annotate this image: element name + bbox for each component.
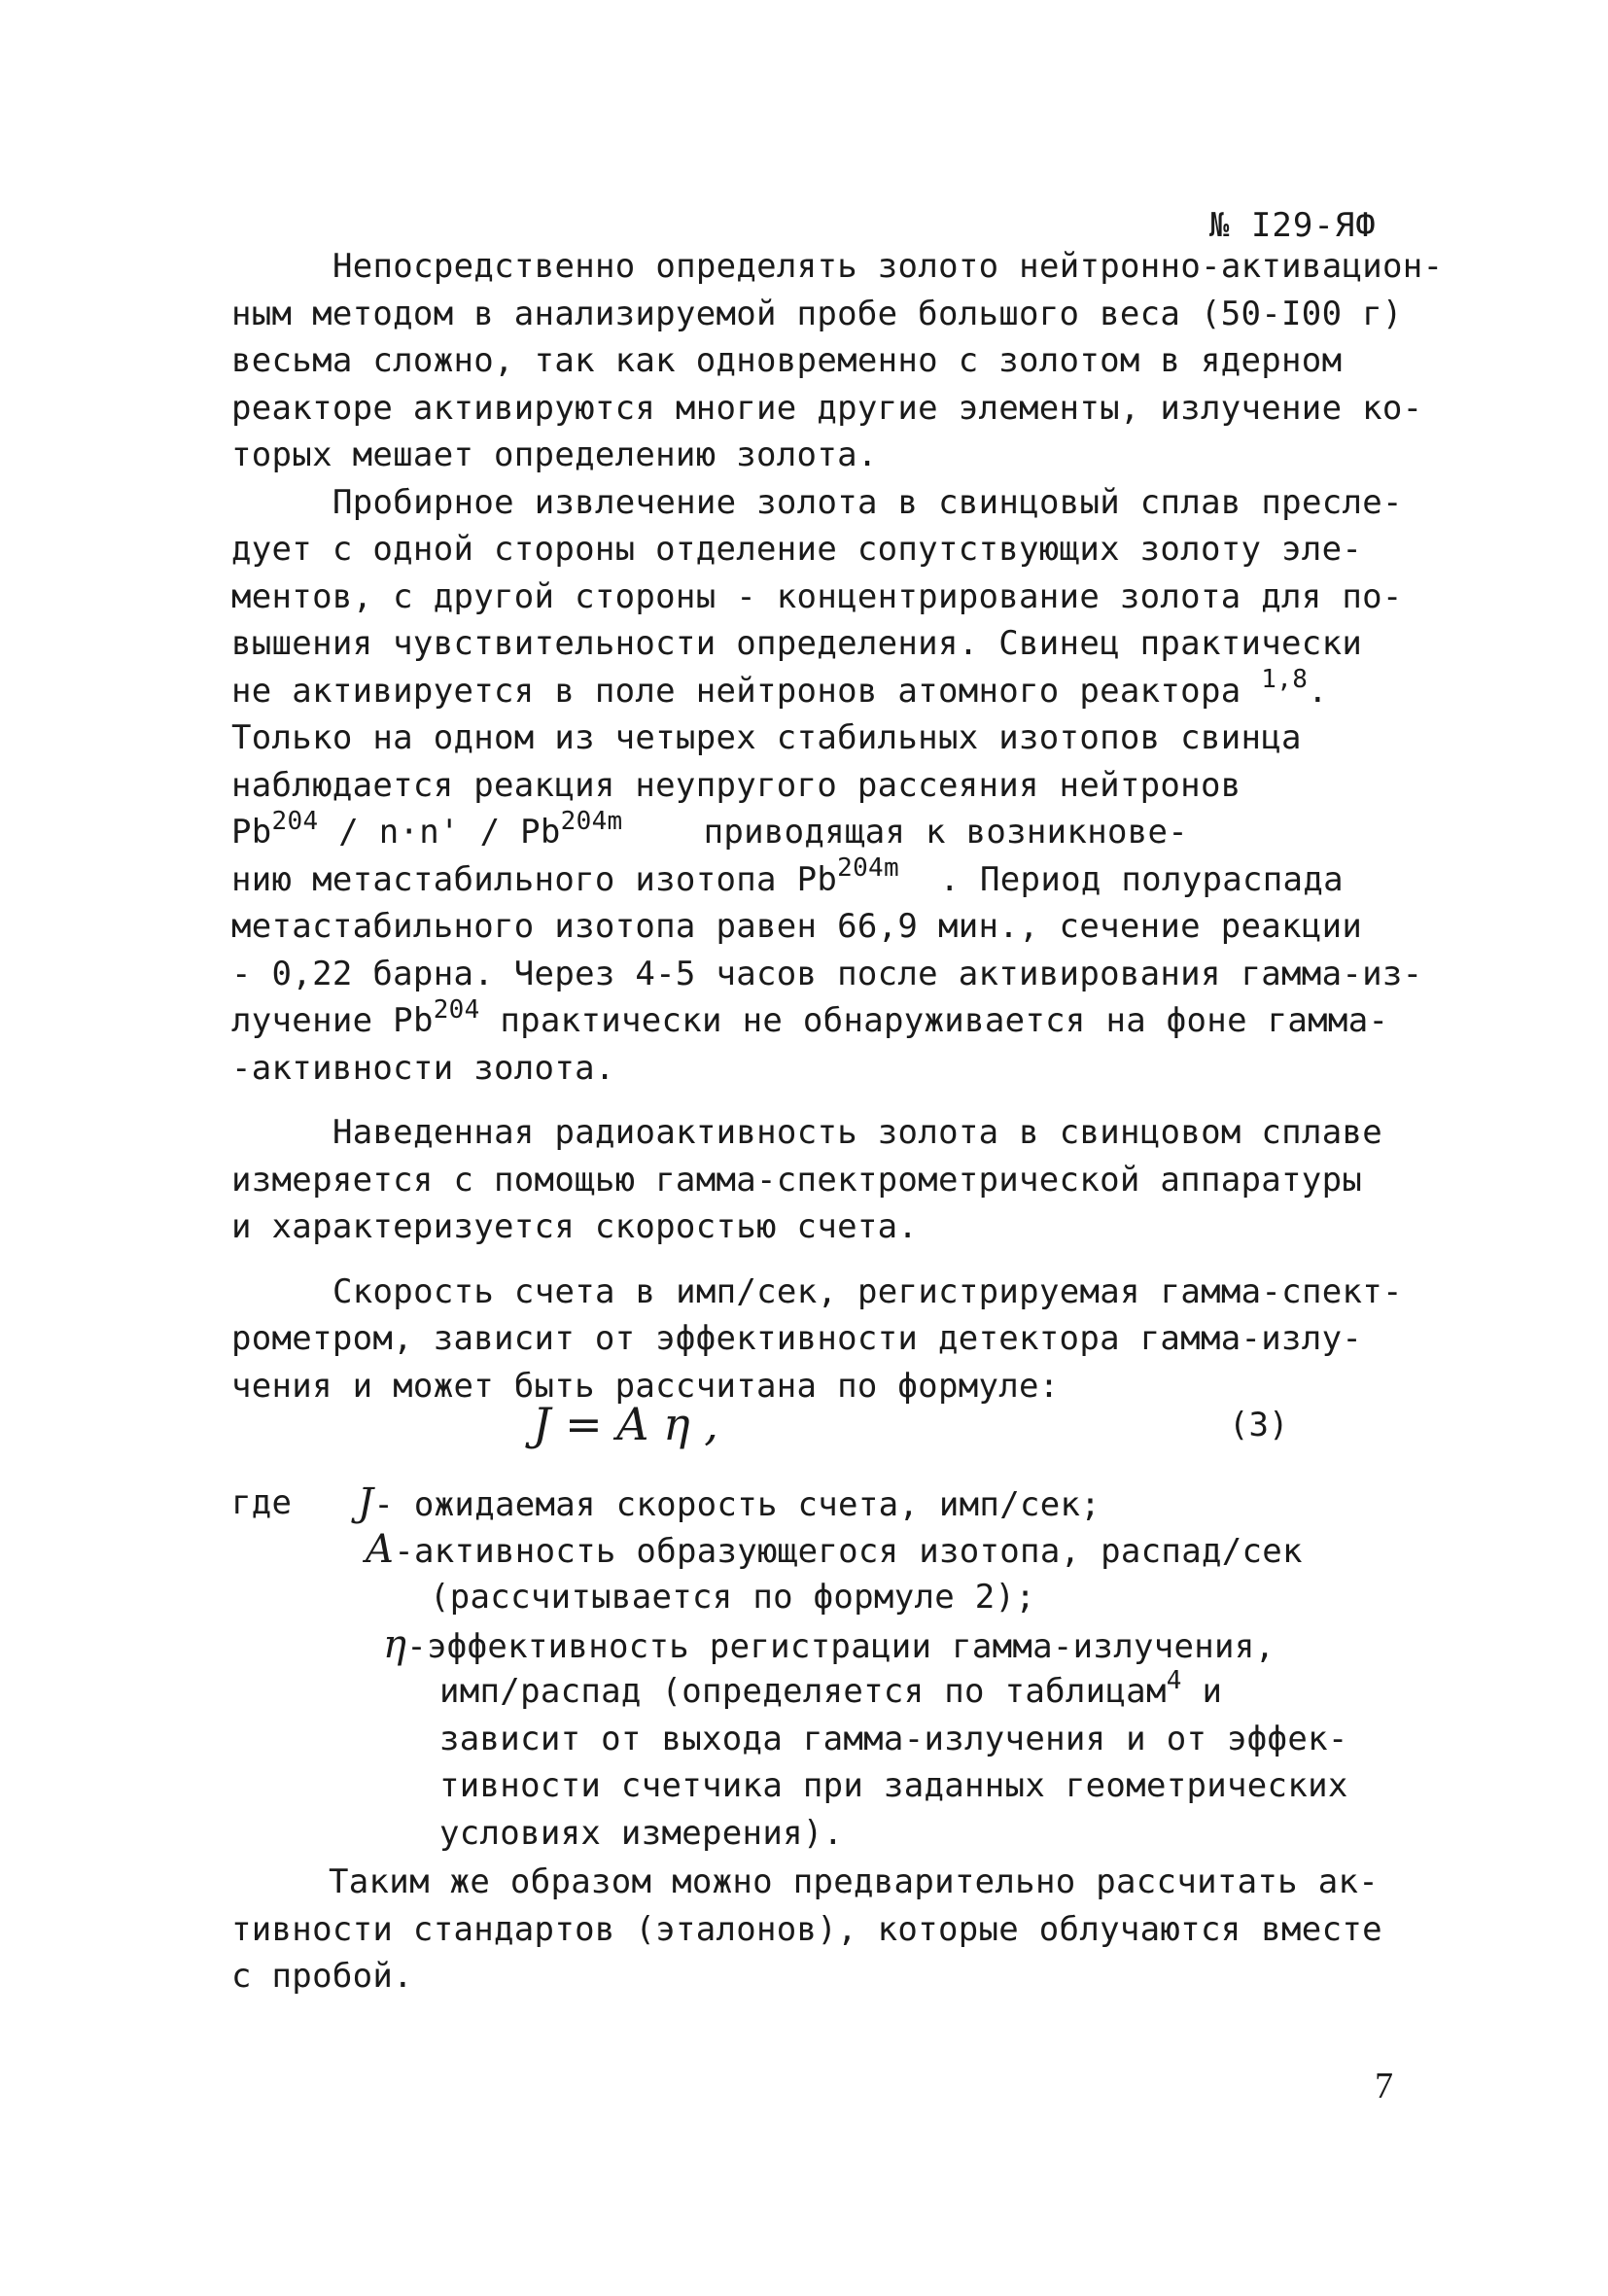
text-line: Скорость счета в имп/сек, регистрируемая гамма-спект-: [332, 1271, 1403, 1311]
text-line: - 0,22 барна. Через 4-5 часов после активирования гамма-из-: [231, 954, 1423, 993]
text-line: с пробой.: [231, 1957, 413, 1996]
paragraph-4: [231, 1269, 1403, 1410]
reaction-line: [231, 806, 1398, 856]
formula-expression: J = A η ,: [533, 1398, 718, 1450]
legend-item-j: [358, 1479, 1101, 1529]
isotope-symbol: Pb: [231, 813, 272, 852]
text-line: реакторе активируются многие другие элементы, излучение ко-: [231, 388, 1423, 428]
paragraph-final: [231, 1859, 1398, 2000]
paragraph-gap: [231, 1092, 1398, 1109]
text-span: .: [1308, 671, 1328, 711]
text-span: не активируется в поле нейтронов атомного реактора: [231, 671, 1241, 711]
reaction-notation: / n·n' /: [318, 813, 521, 852]
definition-text: имп/распад (определяется по таблицам: [439, 1672, 1167, 1711]
text-line: [231, 994, 1398, 1045]
legend-item-eta-continued: тивности счетчика при заданных геометрических: [439, 1766, 1348, 1805]
legend-item-eta-continued: условиях измерения).: [439, 1814, 844, 1853]
text-line: [231, 665, 1398, 715]
legend-item-a: [366, 1526, 1303, 1576]
text-line: весьма сложно, так как одновременно с золотом в ядерном: [231, 341, 1343, 380]
text-line: Только на одном из четырех стабильных изотопов свинца: [231, 718, 1302, 757]
text-line: рометром, зависит от эффективности детектора гамма-излу-: [231, 1319, 1363, 1358]
page-number: 7: [1375, 2066, 1393, 2106]
text-line: Наведенная радиоактивность золота в свинцовом сплаве: [332, 1113, 1383, 1152]
isotope-mass: 204m: [837, 853, 899, 884]
text-line: метастабильного изотопа равен 66,9 мин., сечение реакции: [231, 907, 1363, 946]
isotope-symbol: Pb: [796, 859, 838, 899]
formula-number: (3): [1229, 1406, 1289, 1444]
text-line: торых мешает определению золота.: [231, 435, 878, 474]
isotope-mass: 204m: [560, 806, 623, 836]
where-label: где: [231, 1483, 293, 1522]
paragraph-1: [231, 243, 1444, 479]
text-line: наблюдается реакция неупругого рассеяния нейтронов: [231, 765, 1241, 805]
definition-text: -эффективность регистрации гамма-излучения,: [406, 1627, 1276, 1666]
text-span: практически не обнаруживается на фоне гамма-: [479, 1001, 1389, 1040]
text-line: дует с одной стороны отделение сопутствующих золоту эле-: [231, 530, 1363, 569]
symbol-j: J: [358, 1480, 374, 1525]
symbol-a: A: [366, 1527, 395, 1572]
paragraph-3: [231, 1109, 1398, 1251]
text-line: и характеризуется скоростью счета.: [231, 1207, 919, 1246]
isotope-symbol: Pb: [520, 813, 561, 852]
text-line: ным методом в анализируемой пробе большого веса (50-I00 г): [231, 294, 1403, 333]
isotope-mass: 204: [433, 994, 480, 1025]
text-line: -активности золота.: [231, 1048, 615, 1088]
text-span: нию метастабильного изотопа: [231, 859, 797, 899]
text-span: . Период полураспада: [898, 859, 1344, 899]
paragraph-2: [231, 479, 1423, 1093]
text-line: Непосредственно определять золото нейтронно-активацион-: [332, 247, 1444, 286]
reference-superscript: 4: [1166, 1665, 1182, 1695]
symbol-eta: η: [383, 1622, 407, 1667]
text-line: измеряется с помощью гамма-спектрометрической аппаратуры: [231, 1160, 1363, 1200]
paragraph-gap: [231, 1251, 1398, 1269]
definition-text: и: [1181, 1672, 1223, 1711]
legend-item-a-continued: (рассчитывается по формуле 2);: [430, 1578, 1036, 1617]
text-line: чения и может быть рассчитана по формуле:: [231, 1366, 1060, 1406]
isotope-symbol: Pb: [393, 1001, 434, 1040]
legend-item-eta: [383, 1621, 1275, 1671]
isotope-mass: 204: [271, 806, 319, 836]
text-line: тивности стандартов (эталонов), которые облучаются вместе: [231, 1909, 1382, 1949]
text-line: [231, 853, 1398, 904]
definition-text: -активность образующегося изотопа, распад/сек: [394, 1532, 1303, 1571]
text-line: Пробирное извлечение золота в свинцовый сплав пресле-: [332, 482, 1403, 522]
text-line: ментов, с другой стороны - концентрирование золота для по-: [231, 576, 1403, 616]
document-id: № I29-ЯФ: [1209, 206, 1377, 245]
reference-superscript: 1,8: [1261, 665, 1309, 695]
text-span: лучение: [231, 1001, 394, 1040]
text-span: приводящая к возникнове-: [622, 813, 1189, 852]
main-text: [231, 243, 1444, 1409]
text-line: вышения чувствительности определения. Свинец практически: [231, 624, 1363, 663]
definition-text: - ожидаемая скорость счета, имп/сек;: [373, 1485, 1101, 1524]
text-line: Таким же образом можно предварительно рассчитать ак-: [329, 1862, 1380, 1901]
legend-item-eta-continued: [439, 1665, 1223, 1716]
legend-item-eta-continued: зависит от выхода гамма-излучения и от эффек-: [439, 1720, 1348, 1758]
